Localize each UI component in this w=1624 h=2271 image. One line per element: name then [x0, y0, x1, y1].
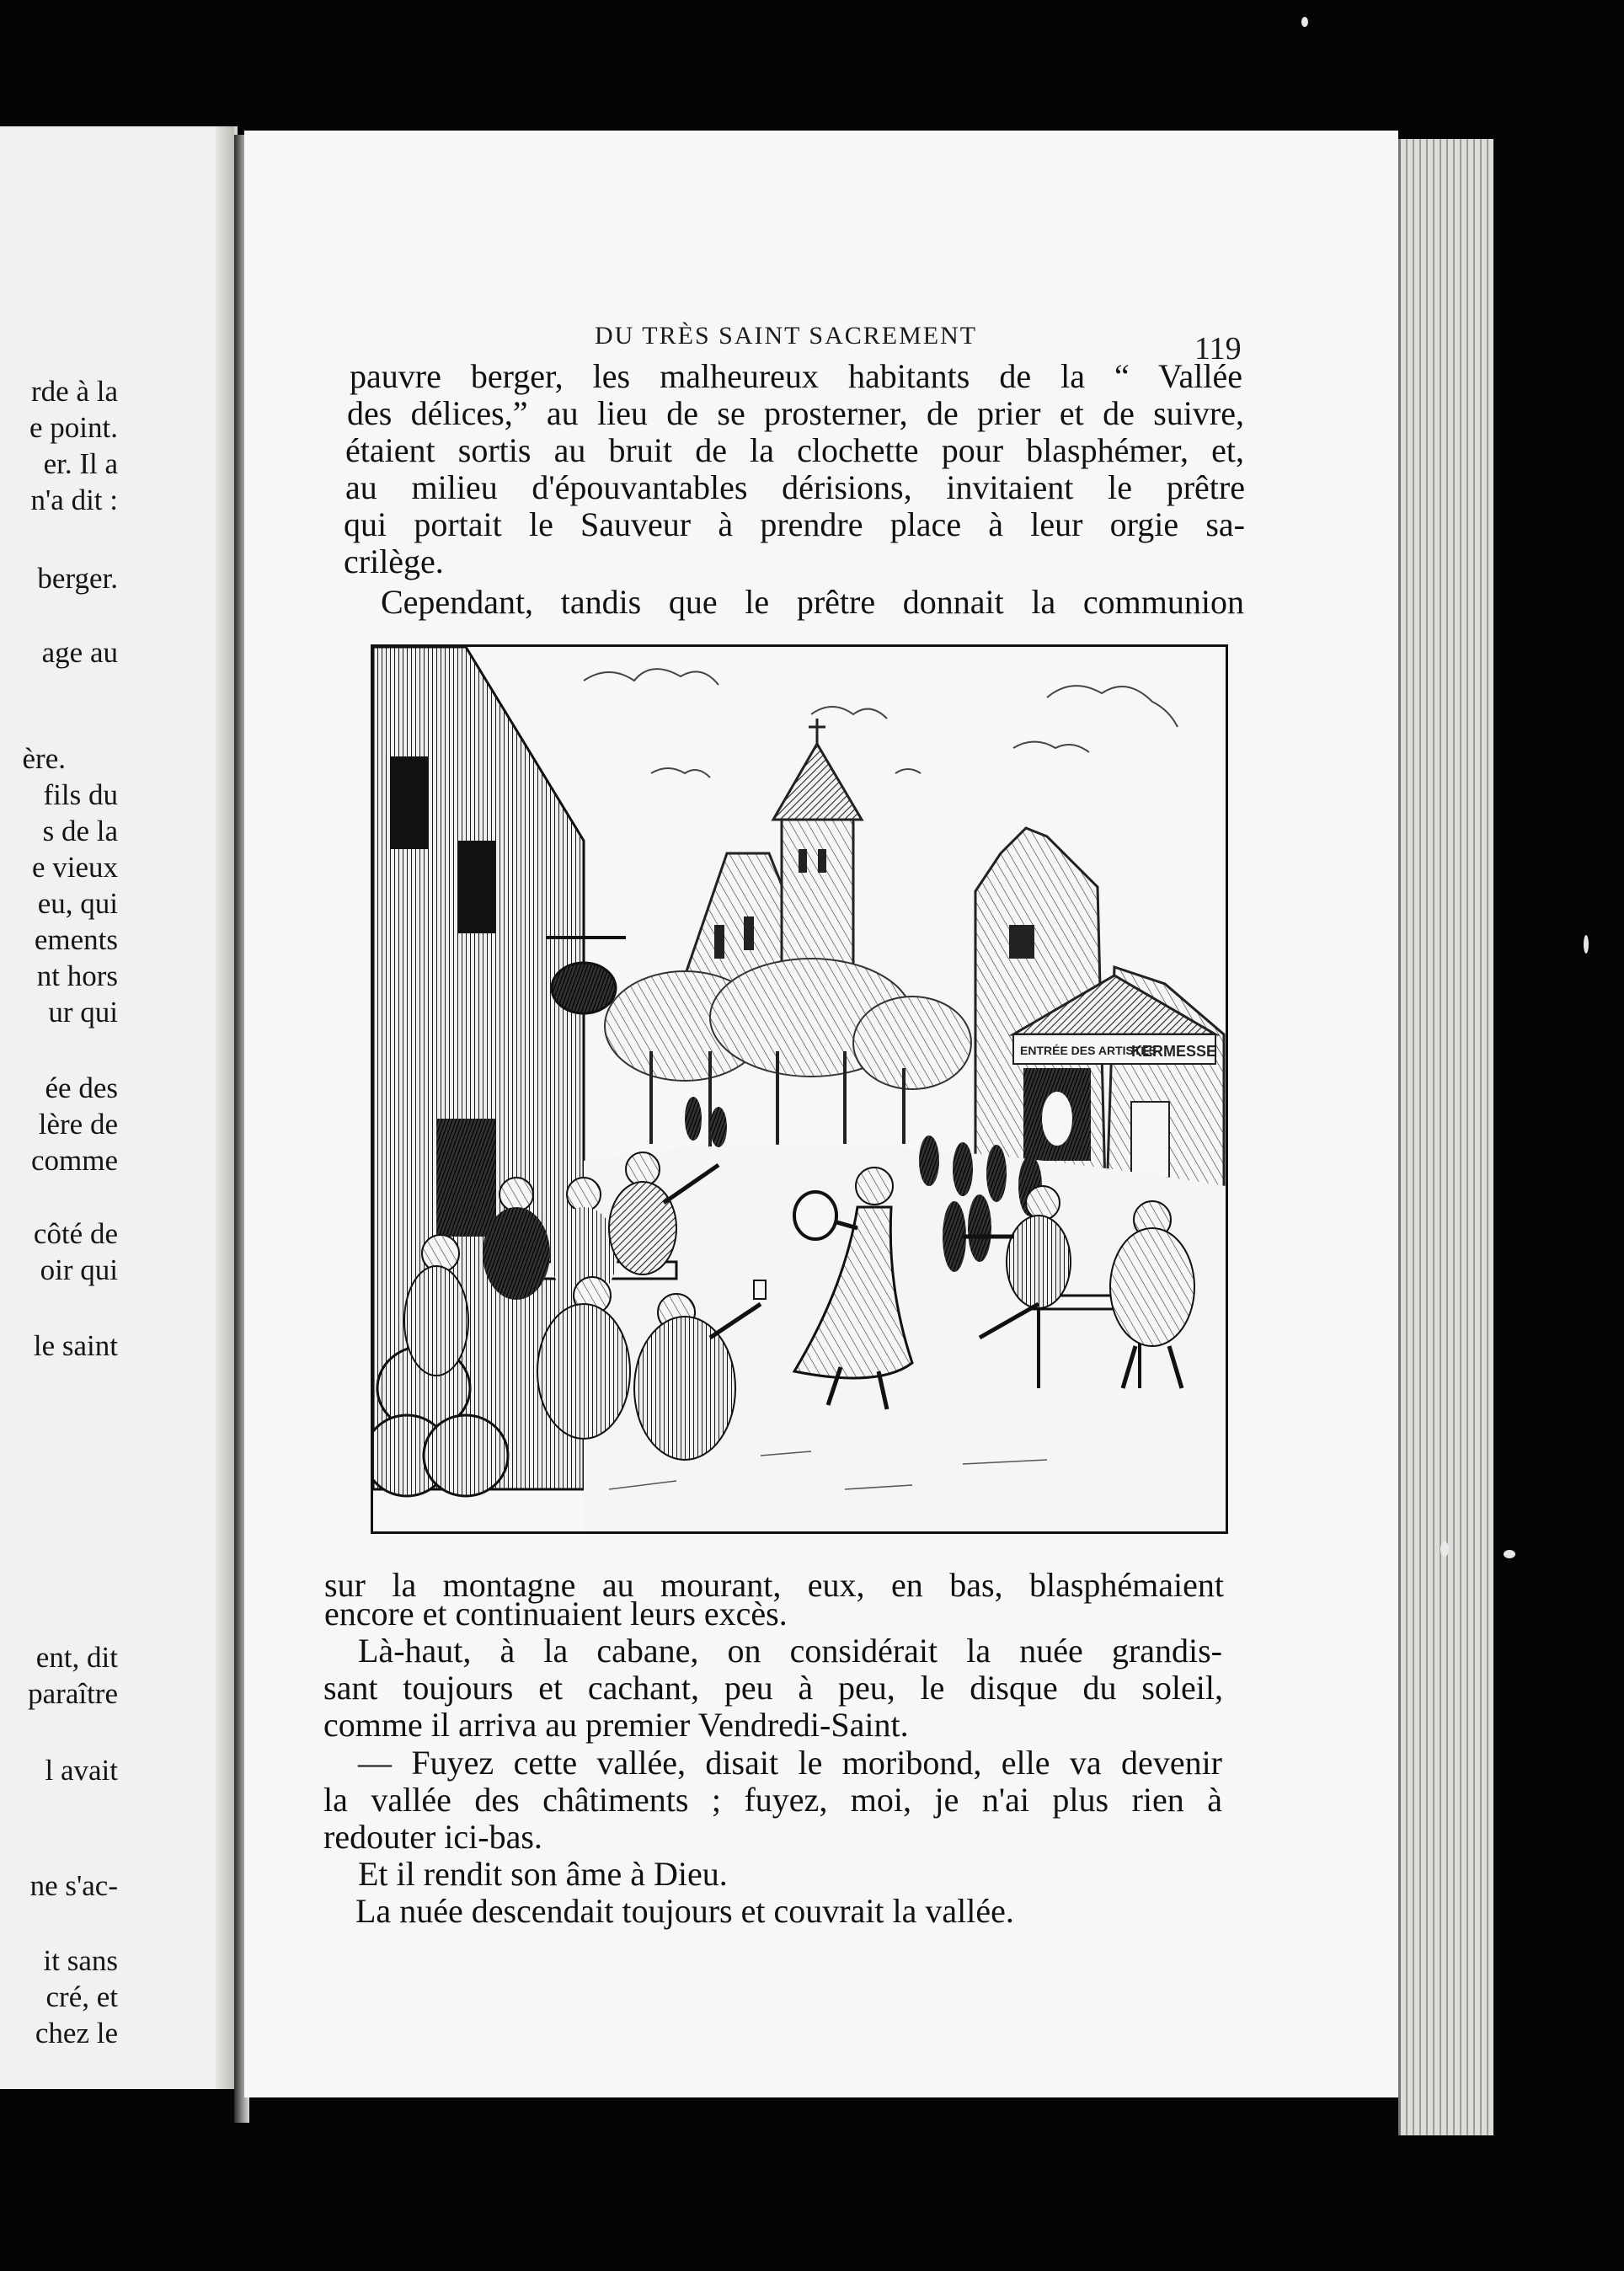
dust-speck — [1301, 17, 1308, 27]
left-line: l avait — [45, 1754, 118, 1787]
left-line: comme — [30, 1144, 118, 1177]
body-line: crilège. — [344, 542, 444, 580]
running-head: DU TRÈS SAINT SACREMENT — [595, 322, 978, 350]
left-line: côté de — [33, 1217, 118, 1250]
left-line: er. Il a — [43, 447, 118, 480]
left-line: ne s'ac- — [29, 1869, 118, 1902]
left-line: ent, dit — [35, 1641, 118, 1674]
body-line: Et il rendit son âme à Dieu. — [358, 1855, 728, 1893]
body-line: encore et continuaient leurs excès. — [324, 1595, 788, 1632]
body-line: comme il arriva au premier Vendredi-Saint. — [323, 1706, 909, 1744]
left-line: lère de — [38, 1108, 118, 1141]
left-line: e point. — [29, 411, 118, 444]
page-edges — [1398, 139, 1493, 2135]
left-line: oir qui — [40, 1253, 118, 1286]
left-line: paraître — [28, 1677, 118, 1710]
dust-speck — [1584, 935, 1589, 954]
page-number: 119 — [1194, 331, 1242, 366]
left-line: rde à la — [31, 375, 118, 408]
left-line: ements — [34, 923, 118, 956]
dust-speck — [1440, 1542, 1449, 1557]
body-line: Cependant, tandis que le prêtre donnait la communion — [381, 583, 1244, 621]
kermesse-sign: KERMESSE — [1131, 1043, 1217, 1060]
body-line: qui portait le Sauveur à prendre place à leur orgie sa- — [344, 505, 1245, 543]
left-page-fold — [216, 126, 234, 2089]
body-line: La nuée descendait toujours et couvrait la vallée. — [355, 1892, 1014, 1930]
left-line: le saint — [33, 1329, 118, 1362]
left-line: cré, et — [45, 1980, 118, 2013]
body-line: pauvre berger, les malheureux habitants de la “ Vallée — [350, 357, 1242, 395]
body-line: étaient sortis au bruit de la clochette pour blasphémer, et, — [345, 431, 1244, 469]
body-line: sant toujours et cachant, peu à peu, le disque du soleil, — [323, 1669, 1223, 1707]
body-line: la vallée des châtiments ; fuyez, moi, je n'ai plus rien à — [323, 1781, 1222, 1819]
dust-speck — [1504, 1550, 1515, 1558]
left-page — [0, 126, 238, 2089]
left-line: e vieux — [31, 851, 118, 884]
left-line: age au — [41, 636, 118, 669]
body-line: — Fuyez cette vallée, disait le moribond, elle va devenir — [358, 1744, 1222, 1782]
body-line: au milieu d'épouvantables dérisions, invitaient le prêtre — [345, 468, 1245, 506]
body-line: redouter ici-bas. — [323, 1818, 542, 1856]
left-line: ée des — [45, 1071, 118, 1104]
left-line: fils du — [43, 778, 118, 811]
left-line: it sans — [43, 1944, 118, 1977]
left-line: berger. — [37, 562, 118, 595]
left-line: ur qui — [48, 996, 118, 1029]
left-line: s de la — [42, 815, 118, 847]
body-line: Là-haut, à la cabane, on considérait la nuée grandis- — [358, 1632, 1222, 1670]
left-line: n'a dit : — [30, 484, 118, 516]
body-line: des délices,” au lieu de se prosterner, de prier et de suivre, — [347, 394, 1244, 432]
village-scene-illustration — [371, 644, 1228, 1534]
left-line: chez le — [35, 2017, 118, 2049]
artists-entrance-sign: ENTRÉE DES ARTISTES — [1020, 1044, 1157, 1057]
left-line: eu, qui — [37, 887, 118, 920]
left-line: nt hors — [36, 959, 118, 992]
left-line: ère. — [22, 742, 66, 775]
body-line: sur la montagne au mourant, eux, en bas, blasphémaient — [324, 1566, 1224, 1604]
